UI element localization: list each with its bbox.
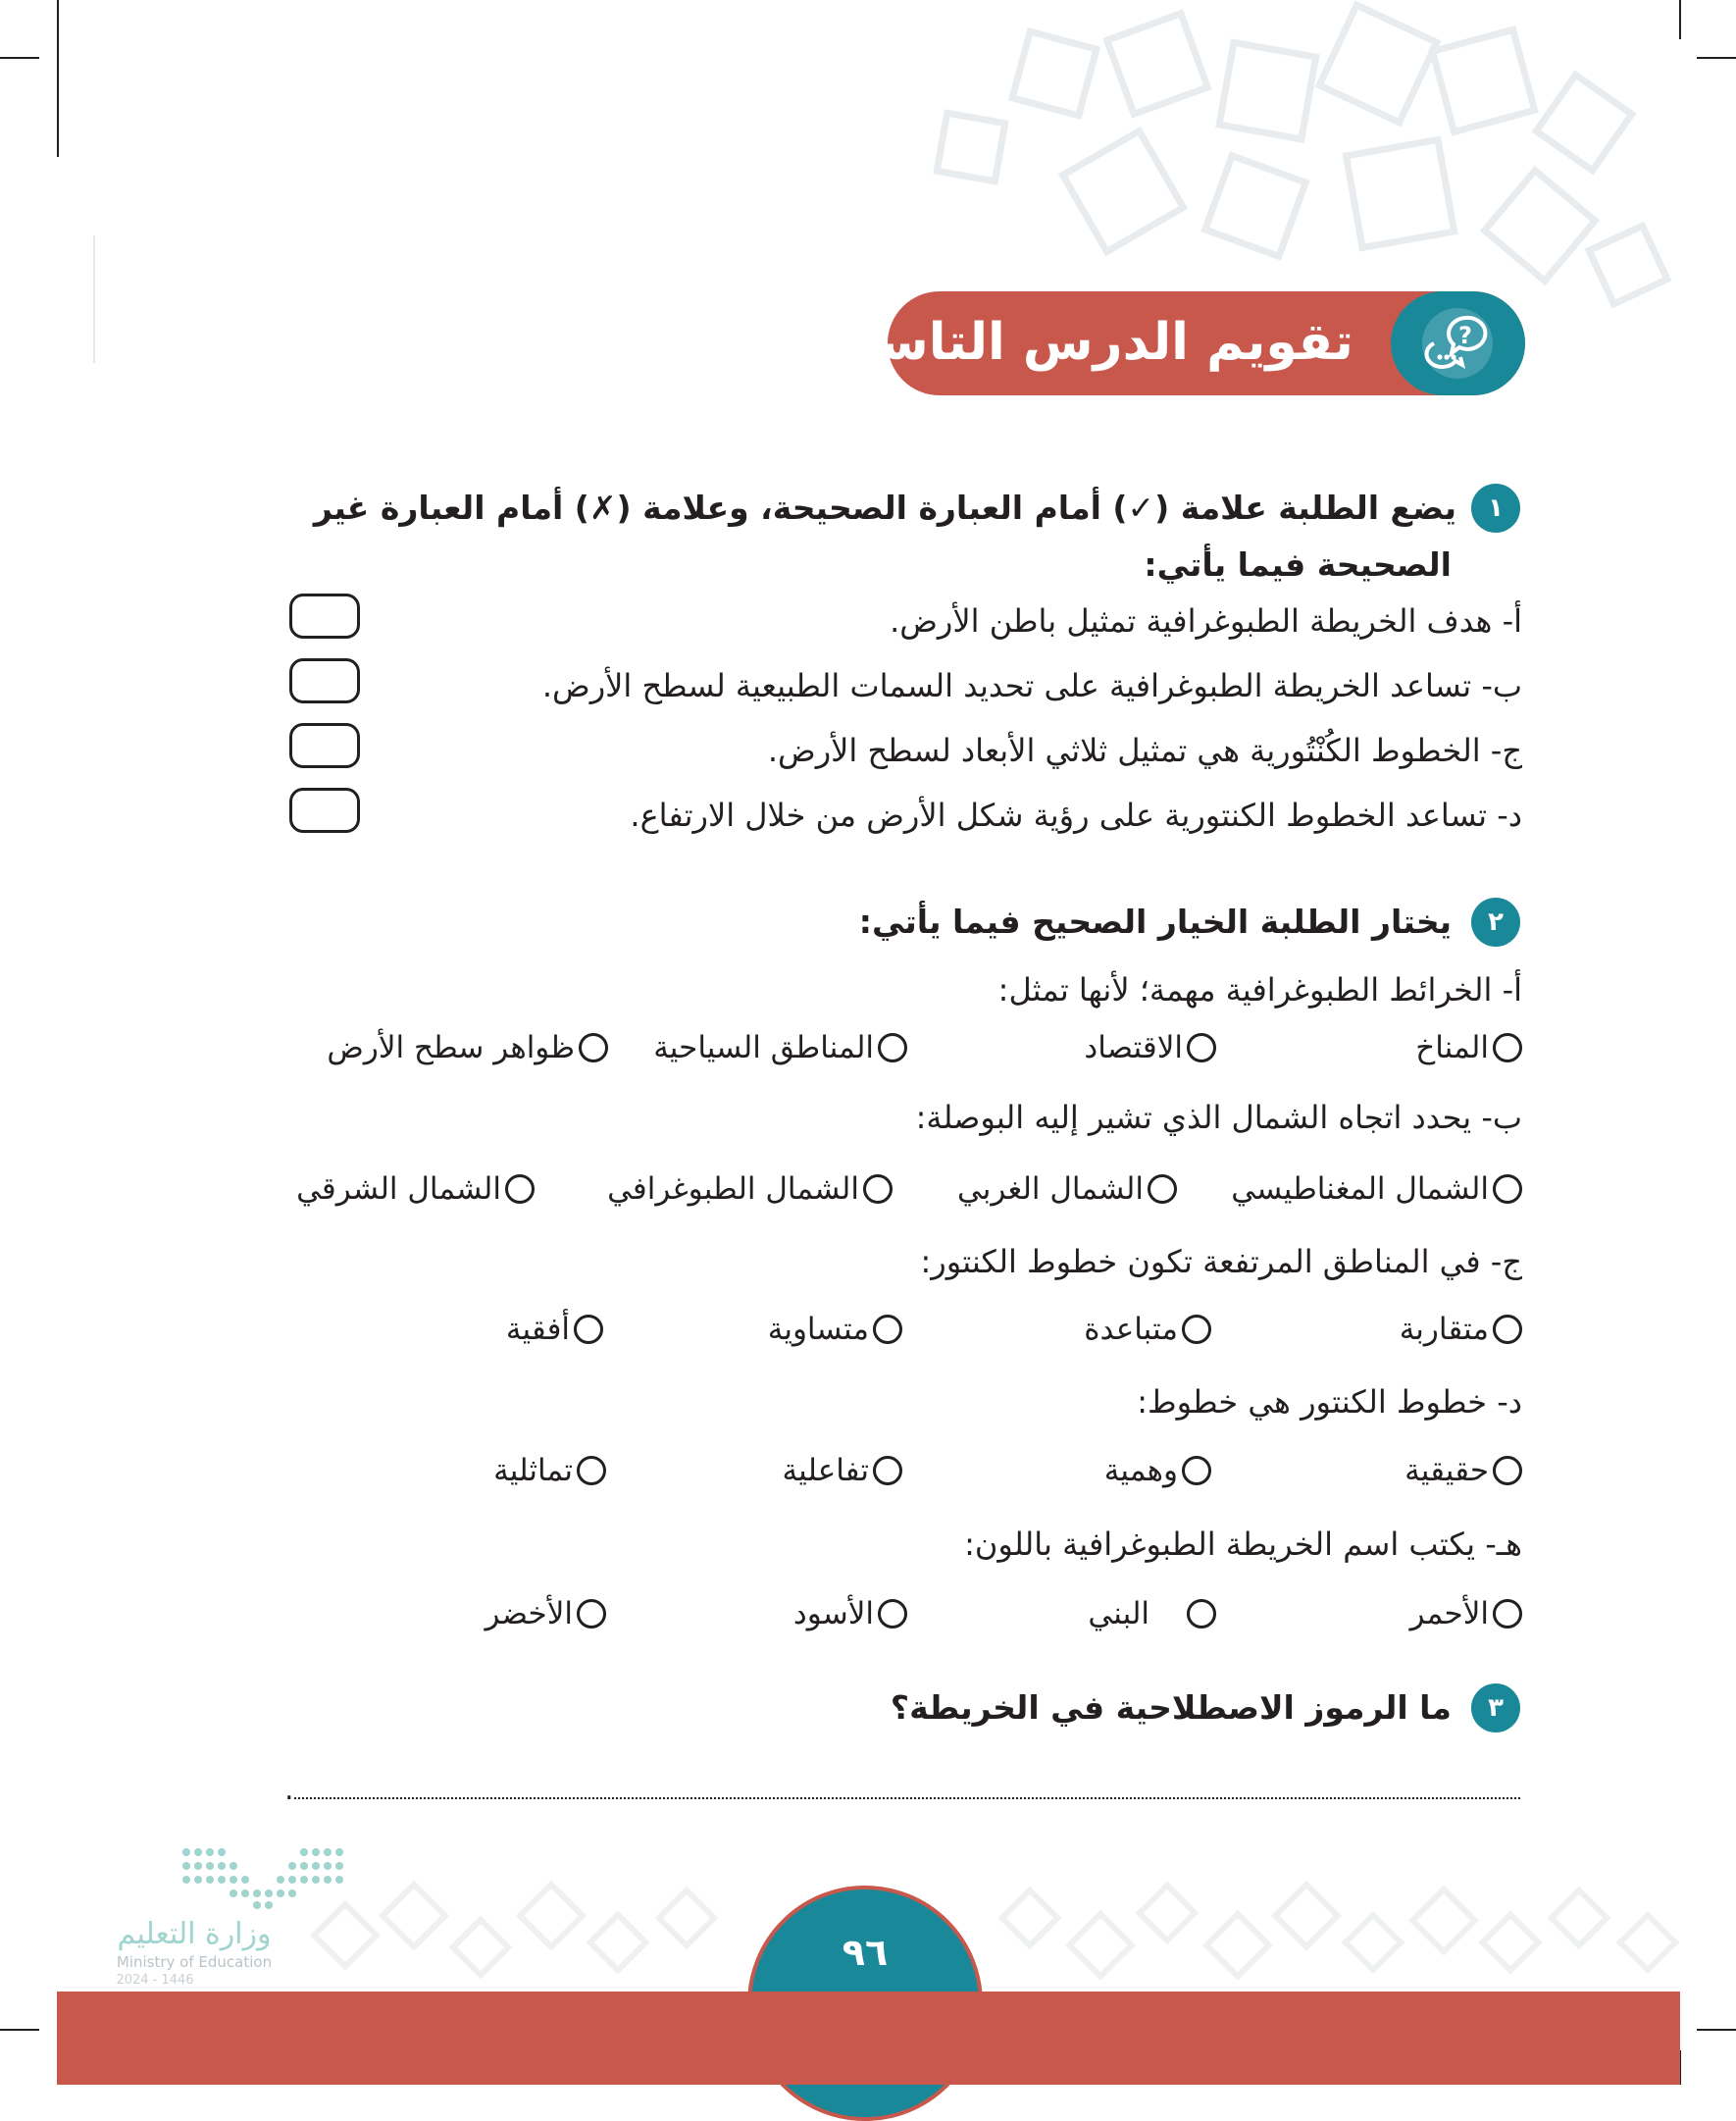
crop-mark	[1679, 0, 1681, 39]
q1-answer-box-b[interactable]	[289, 658, 360, 703]
crop-mark	[1697, 57, 1736, 59]
q1-item-b: ب- تساعد الخريطة الطبوغرافية على تحديد السمات الطبيعية لسطح الأرض.	[541, 667, 1522, 704]
q2-d-option-2[interactable]: وهمية	[1104, 1446, 1211, 1495]
question-3-text: ما الرموز الاصطلاحية في الخريطة؟	[890, 1688, 1452, 1727]
q2-e-option-1[interactable]: الأحمر	[1410, 1589, 1522, 1638]
q2-c-option-4[interactable]: أفقية	[506, 1305, 603, 1354]
q2-item-c-stem: ج- في المناطق المرتفعة تكون خطوط الكنتور:	[920, 1243, 1522, 1280]
q2-b-option-4[interactable]: الشمال الشرقي	[296, 1164, 535, 1214]
q2-a-option-4[interactable]: ظواهر سطح الأرض	[327, 1023, 608, 1072]
q2-e-option-4[interactable]: الأخضر	[485, 1589, 606, 1638]
q2-item-a-stem: أ- الخرائط الطبوغرافية مهمة؛ لأنها تمثل:	[997, 971, 1522, 1009]
radio-button[interactable]	[577, 1456, 606, 1485]
svg-text:?: ?	[1458, 322, 1472, 349]
radio-button[interactable]	[1187, 1599, 1216, 1629]
q2-e-option-3[interactable]: الأسود	[793, 1589, 907, 1638]
radio-button[interactable]	[878, 1033, 907, 1062]
radio-button[interactable]	[1182, 1456, 1211, 1485]
q2-c-option-2[interactable]: متباعدة	[1084, 1305, 1211, 1354]
radio-button[interactable]	[878, 1599, 907, 1629]
radio-button[interactable]	[1187, 1033, 1216, 1062]
question-3-number: ٣	[1471, 1683, 1520, 1733]
radio-button[interactable]	[1493, 1033, 1522, 1062]
crop-mark	[57, 0, 59, 157]
radio-button[interactable]	[577, 1599, 606, 1629]
q2-d-option-3[interactable]: تفاعلية	[783, 1446, 903, 1495]
radio-button[interactable]	[1493, 1315, 1522, 1344]
answer-line-end: .	[284, 1773, 294, 1807]
ministry-logo-dots	[177, 1844, 353, 1913]
ministry-name-arabic: وزارة التعليم	[117, 1917, 272, 1951]
question-1-number: ١	[1471, 484, 1520, 533]
radio-button[interactable]	[1493, 1599, 1522, 1629]
crop-mark	[93, 235, 95, 363]
radio-button[interactable]	[505, 1174, 535, 1204]
q2-d-option-4[interactable]: تماثلية	[493, 1446, 606, 1495]
ministry-name-english: Ministry of Education	[116, 1953, 273, 1971]
q2-c-option-3[interactable]: متساوية	[768, 1305, 902, 1354]
crop-mark	[0, 2029, 39, 2031]
radio-button[interactable]	[579, 1033, 608, 1062]
crop-mark	[1697, 2029, 1736, 2031]
q1-answer-box-d[interactable]	[289, 788, 360, 833]
question-1-instruction-cont: الصحيحة فيما يأتي:	[1144, 545, 1452, 584]
question-2-number: ٢	[1471, 898, 1520, 947]
crop-mark	[0, 57, 39, 59]
q2-d-option-1[interactable]: حقيقية	[1404, 1446, 1522, 1495]
radio-button[interactable]	[1493, 1456, 1522, 1485]
q1-item-c: ج- الخطوط الكُنْتُورية هي تمثيل ثلاثي الأبعاد لسطح الأرض.	[767, 732, 1522, 769]
q1-item-d: د- تساعد الخطوط الكنتورية على رؤية شكل الأرض من خلال الارتفاع.	[630, 797, 1522, 834]
edition-year: 2024 - 1446	[116, 1973, 194, 1988]
question-2-instruction: يختار الطلبة الخيار الصحيح فيما يأتي:	[858, 903, 1452, 941]
answer-line[interactable]	[294, 1797, 1520, 1799]
radio-button[interactable]	[873, 1456, 902, 1485]
radio-button[interactable]	[863, 1174, 893, 1204]
q2-item-e-stem: هـ- يكتب اسم الخريطة الطبوغرافية باللون:	[964, 1526, 1522, 1563]
q2-b-option-1[interactable]: الشمال المغناطيسي	[1231, 1164, 1522, 1214]
radio-button[interactable]	[1148, 1174, 1177, 1204]
q1-item-a: أ- هدف الخريطة الطبوغرافية تمثيل باطن الأرض.	[890, 602, 1522, 640]
q1-answer-box-c[interactable]	[289, 723, 360, 768]
q2-b-option-2[interactable]: الشمال الغربي	[957, 1164, 1177, 1214]
radio-button[interactable]	[1182, 1315, 1211, 1344]
lesson-title: تقويم الدرس التاسع	[843, 313, 1353, 372]
q2-e-option-2[interactable]: البني	[1088, 1589, 1216, 1638]
q2-c-option-1[interactable]: متقاربة	[1400, 1305, 1522, 1354]
q1-answer-box-a[interactable]	[289, 594, 360, 639]
page-number: ٩٦	[842, 1931, 889, 1974]
radio-button[interactable]	[1493, 1174, 1522, 1204]
question-1-instruction: يضع الطلبة علامة (✓) أمام العبارة الصحيحة، وعلامة (✗) أمام العبارة غير	[313, 489, 1456, 527]
page-badge-lower	[745, 1992, 985, 2085]
q2-item-d-stem: د- خطوط الكنتور هي خطوط:	[1137, 1383, 1522, 1421]
radio-button[interactable]	[574, 1315, 603, 1344]
q2-item-b-stem: ب- يحدد اتجاه الشمال الذي تشير إليه البوصلة:	[915, 1099, 1522, 1136]
question-chat-icon	[1416, 304, 1508, 383]
q2-a-option-1[interactable]: المناخ	[1415, 1023, 1522, 1072]
q2-b-option-3[interactable]: الشمال الطبوغرافي	[607, 1164, 893, 1214]
q2-a-option-3[interactable]: المناطق السياحية	[653, 1023, 907, 1072]
q2-a-option-2[interactable]: الاقتصاد	[1084, 1023, 1216, 1072]
radio-button[interactable]	[873, 1315, 902, 1344]
